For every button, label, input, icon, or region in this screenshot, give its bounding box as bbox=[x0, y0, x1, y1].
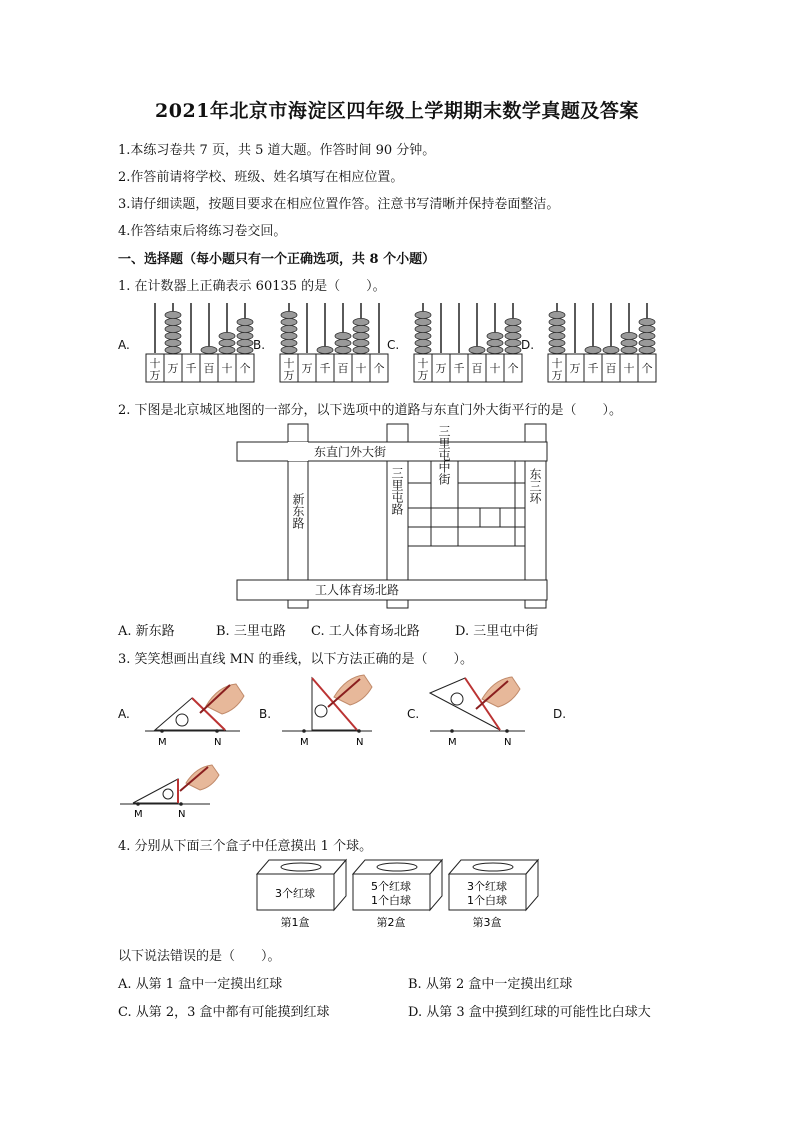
svg-text:百: 百 bbox=[337, 362, 349, 375]
svg-text:百: 百 bbox=[605, 362, 617, 375]
svg-text:第2盒: 第2盒 bbox=[376, 916, 406, 929]
q2-option-c: C. 工人体育场北路 bbox=[311, 624, 420, 639]
road-dongzhimen: 东直门外大街 bbox=[314, 445, 387, 459]
q1-stem: 1. 在计数器上正确表示 60135 的是（ ）。 bbox=[118, 279, 386, 294]
svg-text:个: 个 bbox=[239, 362, 251, 375]
q4-option-c: C. 从第 2，3 盒中都有可能摸到红球 bbox=[118, 1005, 330, 1020]
svg-text:万: 万 bbox=[149, 369, 161, 382]
svg-text:千: 千 bbox=[185, 362, 197, 375]
abacus-d bbox=[548, 303, 656, 382]
svg-text:十: 十 bbox=[283, 357, 295, 370]
q1-option-c: C. bbox=[387, 338, 400, 352]
svg-text:万: 万 bbox=[551, 369, 563, 382]
q3-figure-b bbox=[282, 675, 372, 748]
svg-text:十: 十 bbox=[489, 362, 501, 375]
q2-option-a: A. 新东路 bbox=[118, 624, 175, 639]
svg-text:万: 万 bbox=[435, 362, 447, 375]
q3-option-c: C. bbox=[407, 707, 420, 721]
svg-text:十: 十 bbox=[551, 357, 563, 370]
q4-option-a: A. 从第 1 盒中一定摸出红球 bbox=[118, 977, 283, 992]
svg-text:M: M bbox=[448, 737, 457, 748]
section-heading: 一、选择题（每小题只有一个正确选项，共 8 个小题） bbox=[118, 252, 436, 267]
road-sanlitun: 三里屯路 bbox=[390, 467, 404, 515]
instruction-3: 3.请仔细读题，按题目要求在相应位置作答。注意书写清晰并保持卷面整洁。 bbox=[118, 197, 560, 212]
q4-option-d: D. 从第 3 盒中摸到红球的可能性比白球大 bbox=[408, 1005, 651, 1020]
svg-text:十: 十 bbox=[149, 357, 161, 370]
svg-text:N: N bbox=[178, 809, 186, 820]
q1-option-d: D. bbox=[521, 338, 535, 352]
svg-text:M: M bbox=[300, 737, 309, 748]
abacus-b bbox=[280, 303, 388, 382]
box-2 bbox=[353, 860, 442, 929]
q4-stem: 4. 分别从下面三个盒子中任意摸出 1 个球。 bbox=[118, 839, 373, 854]
svg-text:万: 万 bbox=[167, 362, 179, 375]
svg-text:十: 十 bbox=[417, 357, 429, 370]
road-dongsanhuan: 东三环 bbox=[528, 468, 542, 504]
q3-figures-row1 bbox=[130, 673, 550, 753]
svg-text:万: 万 bbox=[301, 362, 313, 375]
q3-option-b: B. bbox=[259, 707, 272, 721]
q2-map bbox=[235, 423, 550, 613]
svg-text:N: N bbox=[214, 737, 222, 748]
svg-text:第3盒: 第3盒 bbox=[472, 916, 502, 929]
svg-text:个: 个 bbox=[641, 362, 653, 375]
q3-figure-d bbox=[118, 763, 228, 825]
instruction-1: 1.本练习卷共 7 页，共 5 道大题。作答时间 90 分钟。 bbox=[118, 143, 436, 158]
svg-text:千: 千 bbox=[453, 362, 465, 375]
svg-text:5个红球: 5个红球 bbox=[371, 880, 411, 893]
road-sanlitun-zhongjie: 三里屯中街 bbox=[437, 425, 451, 485]
svg-text:个: 个 bbox=[373, 362, 385, 375]
q4-option-b: B. 从第 2 盒中一定摸出红球 bbox=[408, 977, 573, 992]
svg-text:第1盒: 第1盒 bbox=[280, 916, 310, 929]
q3-option-d: D. bbox=[553, 707, 567, 721]
q4-prompt: 以下说法错误的是（ ）。 bbox=[118, 949, 281, 964]
svg-text:十: 十 bbox=[623, 362, 635, 375]
q3-stem: 3. 笑笑想画出直线 MN 的垂线，以下方法正确的是（ ）。 bbox=[118, 652, 473, 667]
q3-option-a: A. bbox=[118, 707, 130, 721]
svg-text:百: 百 bbox=[203, 362, 215, 375]
svg-text:M: M bbox=[134, 809, 143, 820]
svg-text:百: 百 bbox=[471, 362, 483, 375]
svg-text:个: 个 bbox=[507, 362, 519, 375]
svg-text:万: 万 bbox=[283, 369, 295, 382]
q3-figure-c bbox=[430, 677, 525, 748]
instruction-2: 2.作答前请将学校、班级、姓名填写在相应位置。 bbox=[118, 170, 404, 185]
q2-option-b: B. 三里屯路 bbox=[216, 624, 286, 639]
svg-text:万: 万 bbox=[569, 362, 581, 375]
q1-option-b: B. bbox=[253, 338, 266, 352]
svg-text:十: 十 bbox=[221, 362, 233, 375]
instruction-4: 4.作答结束后将练习卷交回。 bbox=[118, 224, 287, 239]
svg-text:1个白球: 1个白球 bbox=[371, 894, 411, 907]
svg-text:M: M bbox=[158, 737, 167, 748]
q3-figure-a bbox=[145, 684, 244, 748]
svg-text:3个红球: 3个红球 bbox=[467, 880, 507, 893]
svg-text:千: 千 bbox=[587, 362, 599, 375]
q4-boxes bbox=[255, 856, 545, 934]
svg-text:万: 万 bbox=[417, 369, 429, 382]
abacus-c bbox=[414, 303, 522, 382]
abacus-a bbox=[146, 303, 254, 382]
svg-text:N: N bbox=[356, 737, 364, 748]
svg-text:十: 十 bbox=[355, 362, 367, 375]
q2-stem: 2. 下图是北京城区地图的一部分，以下选项中的道路与东直门外大街平行的是（ ）。 bbox=[118, 403, 623, 418]
box-1 bbox=[257, 860, 346, 929]
svg-text:3个红球: 3个红球 bbox=[275, 887, 315, 900]
q1-option-a: A. bbox=[118, 338, 130, 352]
box-3 bbox=[449, 860, 538, 929]
q1-abacus-figures bbox=[140, 298, 660, 388]
svg-text:千: 千 bbox=[319, 362, 331, 375]
svg-text:N: N bbox=[504, 737, 512, 748]
svg-text:1个白球: 1个白球 bbox=[467, 894, 507, 907]
page-title: 2021年北京市海淀区四年级上学期期末数学真题及答案 bbox=[155, 100, 639, 122]
road-gongti: 工人体育场北路 bbox=[315, 583, 400, 597]
q2-option-d: D. 三里屯中街 bbox=[455, 624, 539, 639]
road-xindong: 新东路 bbox=[291, 493, 305, 529]
